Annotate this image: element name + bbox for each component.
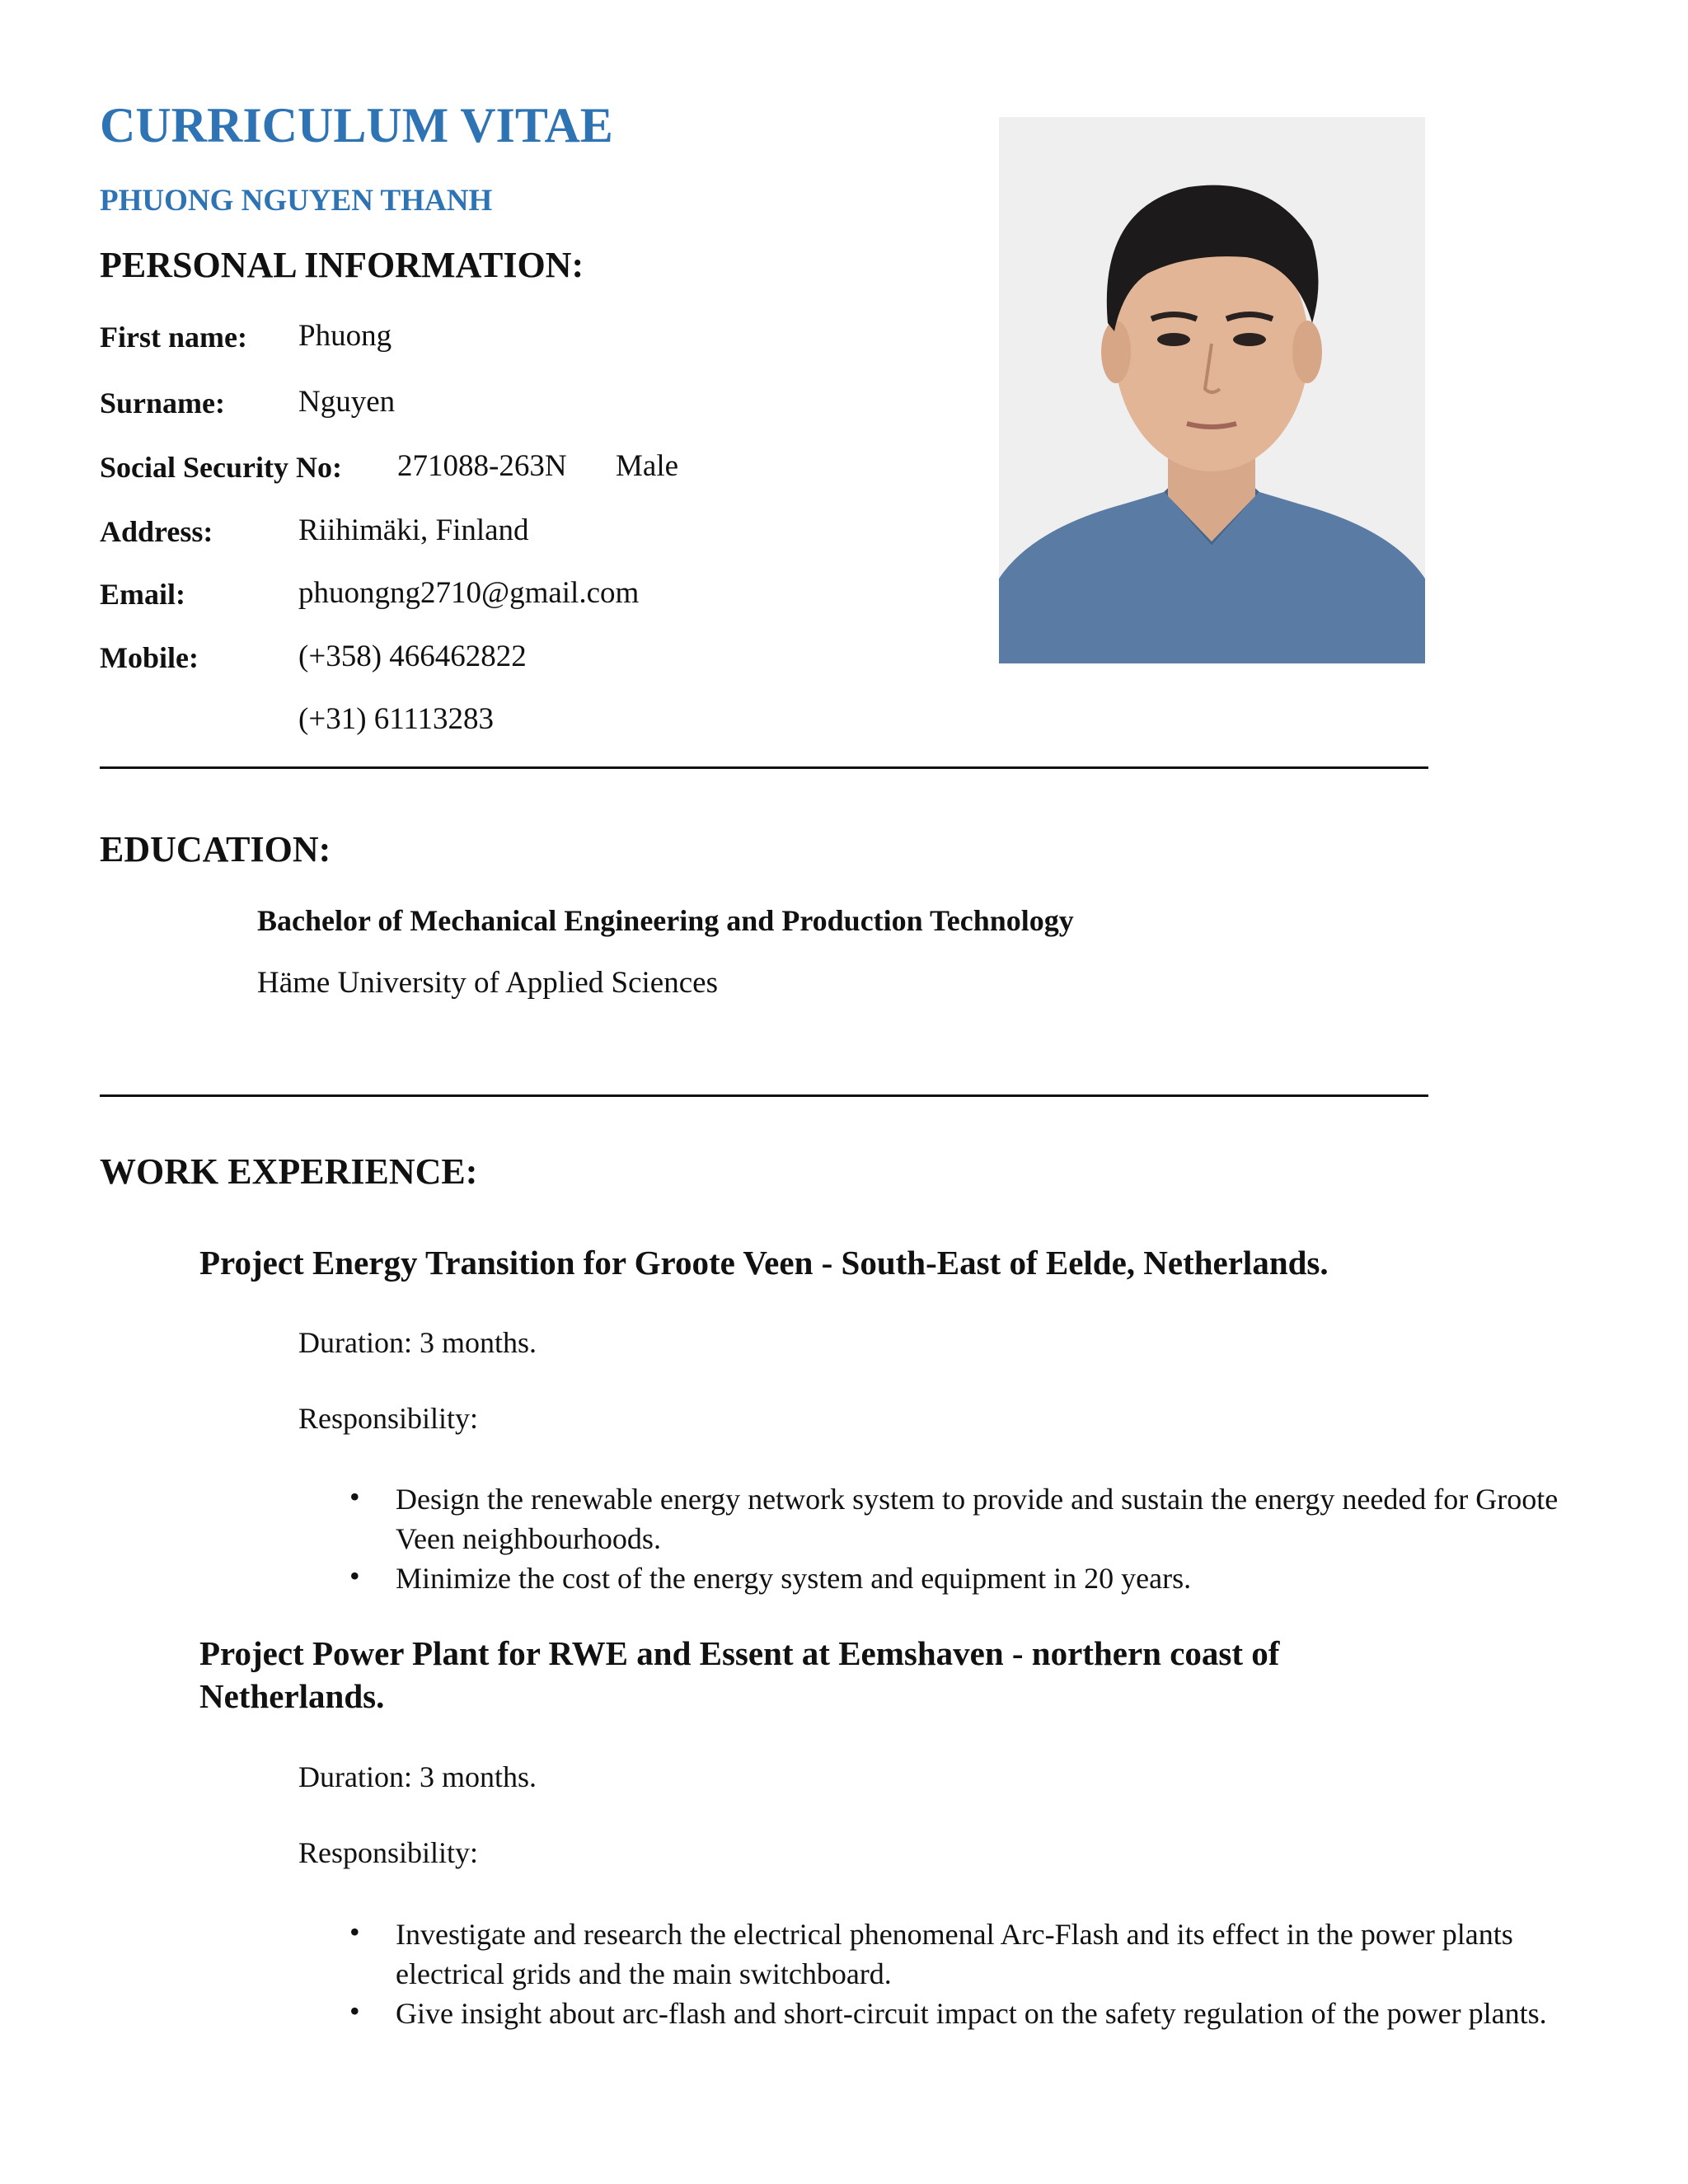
list-item-text: Design the renewable energy network system to provide and sustain the energy needed for Groote Veen neighbourhoods. [396, 1483, 1559, 1555]
personal-info-heading: PERSONAL INFORMATION: [100, 245, 584, 285]
gender-value: Male [616, 449, 679, 483]
job-responsibility-label: Responsibility: [298, 1402, 479, 1435]
list-item-text: Investigate and research the electrical phenomenal Arc-Flash and its effect in the power plants electrical grids and the main switchboard. [396, 1918, 1513, 1990]
education-degree: Bachelor of Mechanical Engineering and Production Technology [257, 904, 1074, 937]
divider-line [100, 766, 1428, 769]
job-responsibility-label: Responsibility: [298, 1836, 479, 1869]
bullet-glyph: • [349, 1480, 360, 1513]
profile-photo-illustration [999, 117, 1425, 663]
bullet-glyph: • [349, 1559, 360, 1592]
list-item-text: Minimize the cost of the energy system and equipment in 20 years. [396, 1562, 1192, 1595]
bullet-glyph: • [349, 1994, 360, 2027]
ssn-label: Social Security No: [100, 451, 342, 484]
first-name-value: Phuong [298, 319, 392, 353]
work-experience-heading: WORK EXPERIENCE: [100, 1151, 478, 1192]
address-label: Address: [100, 515, 213, 548]
job-duration: Duration: 3 months. [298, 1326, 537, 1359]
mobile-value-1: (+358) 466462822 [298, 640, 527, 673]
divider-line [100, 1094, 1428, 1097]
surname-value: Nguyen [298, 385, 396, 419]
email-value[interactable]: phuongng2710@gmail.com [298, 576, 640, 610]
job-title: Project Energy Transition for Groote Veen - South-East of Eelde, Netherlands. [199, 1244, 1329, 1282]
first-name-label: First name: [100, 321, 247, 354]
mobile-label: Mobile: [100, 641, 199, 674]
surname-label: Surname: [100, 387, 225, 419]
profile-photo [999, 117, 1425, 663]
bullet-glyph: • [349, 1915, 360, 1948]
document-title: CURRICULUM VITAE [100, 98, 613, 152]
job-duration: Duration: 3 months. [298, 1760, 537, 1793]
email-label: Email: [100, 578, 185, 611]
job-title-continued: Netherlands. [199, 1677, 385, 1715]
candidate-name: PHUONG NGUYEN THANH [100, 184, 493, 218]
ssn-value: 271088-263N [397, 449, 567, 483]
list-item-text: Give insight about arc-flash and short-circuit impact on the safety regulation of the power plants. [396, 1997, 1547, 2030]
job-title: Project Power Plant for RWE and Essent at Eemshaven - northern coast of [199, 1634, 1280, 1672]
education-heading: EDUCATION: [100, 829, 331, 869]
education-school: Häme University of Applied Sciences [257, 966, 718, 1000]
address-value: Riihimäki, Finland [298, 513, 529, 547]
mobile-value-2: (+31) 61113283 [298, 702, 495, 736]
